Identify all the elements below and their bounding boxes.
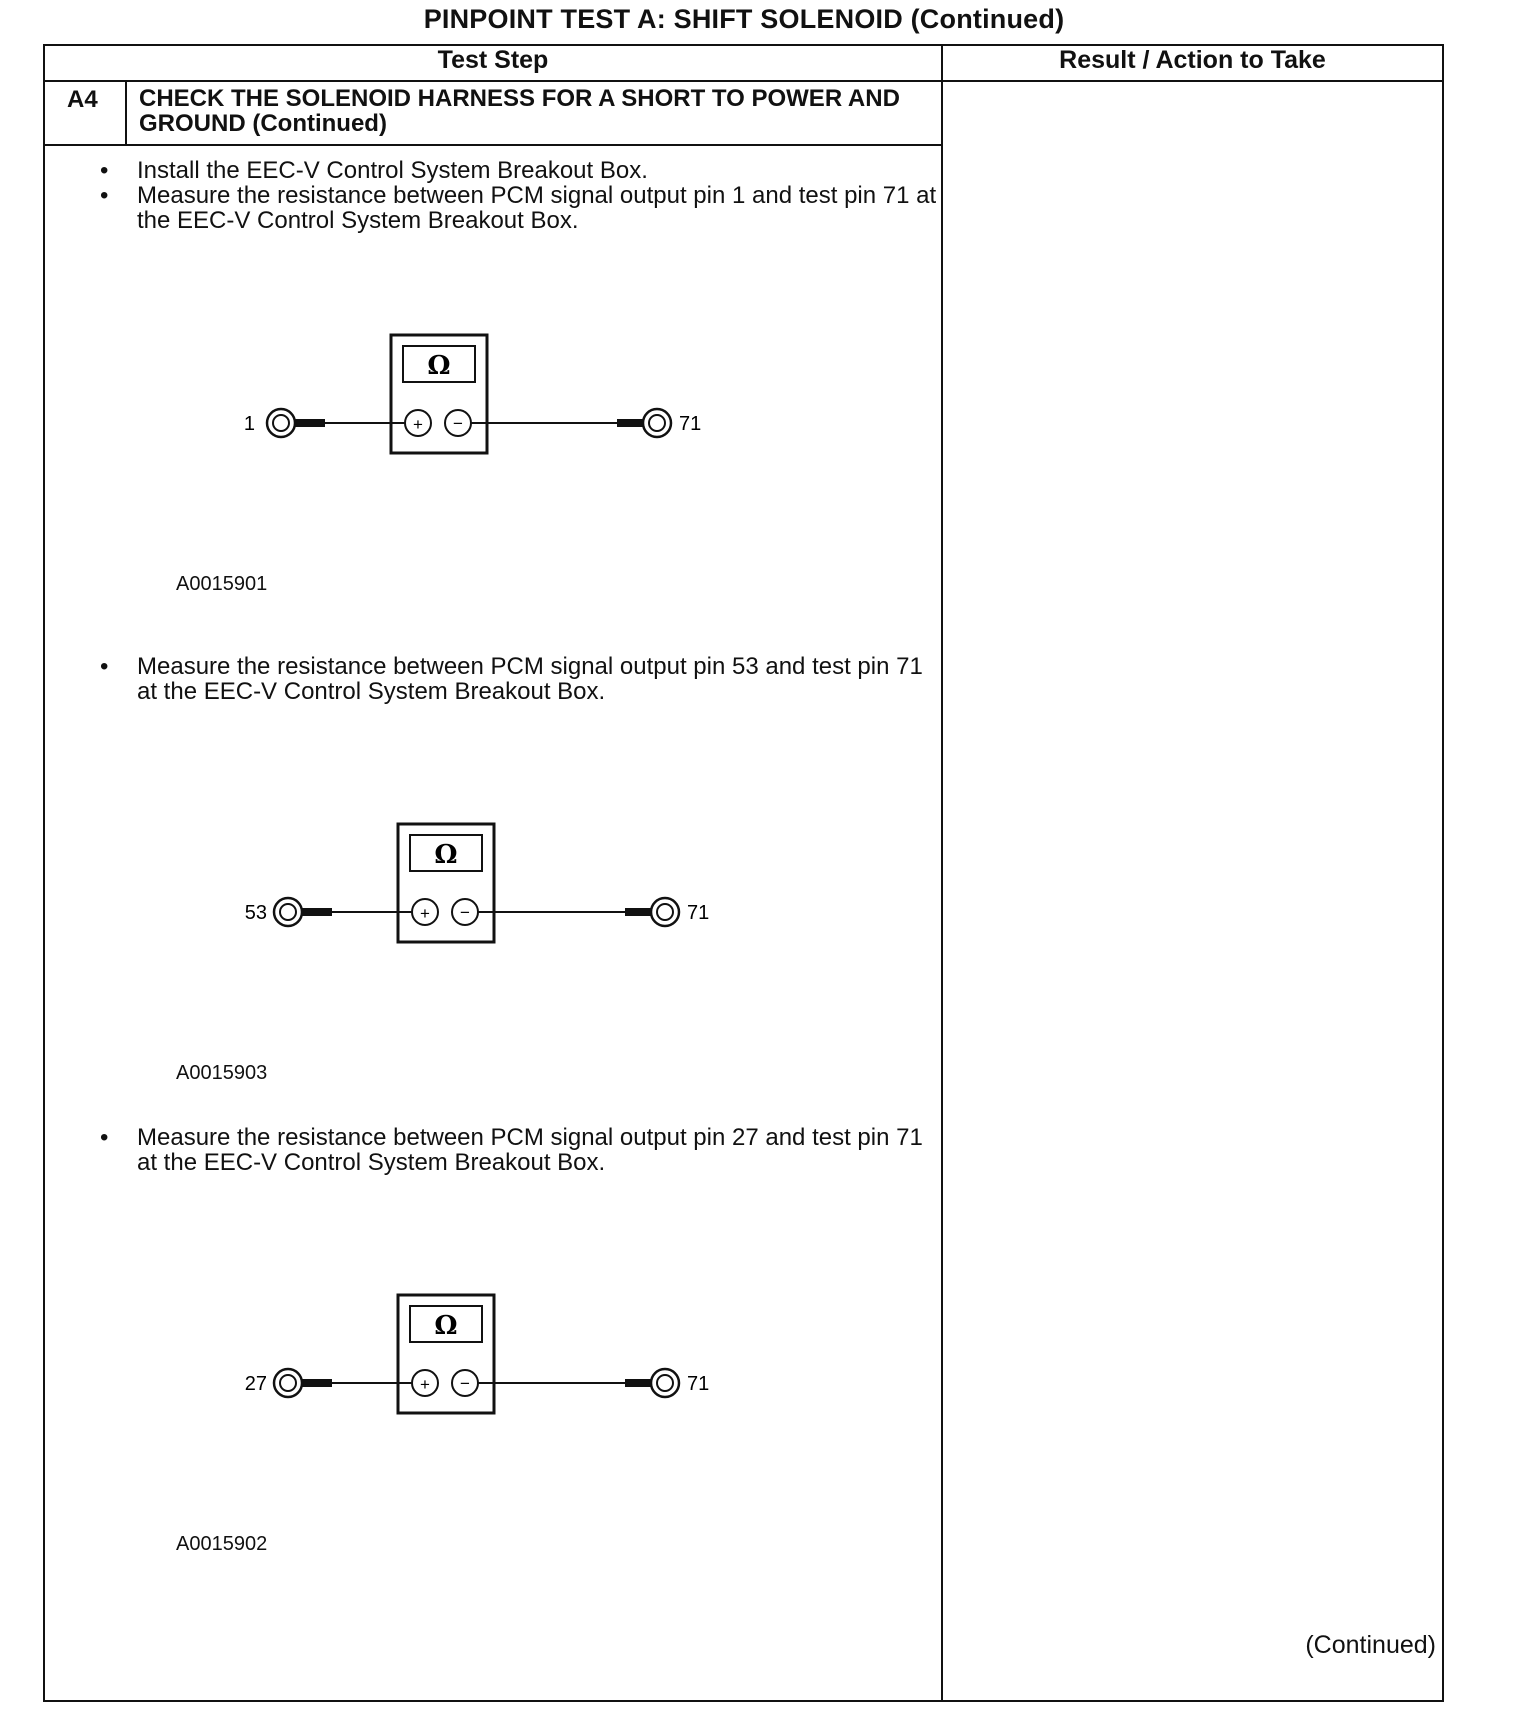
minus-label: − [460,1374,470,1393]
left-pin-label: 27 [244,1373,267,1395]
ohm-symbol: Ω [427,351,451,381]
step-header [45,82,941,146]
measurement-block-2 [45,653,941,1084]
ohmmeter-diagram [45,704,941,1084]
right-pin-label: 71 [687,1373,710,1395]
ohm-symbol: Ω [434,840,458,870]
ohmmeter-diagram-graphic [45,233,943,533]
instruction-item: • Install the EEC-V Control System Breakout Box. [137,158,937,183]
instruction-list [45,1125,937,1175]
measurement-block-3 [45,1124,941,1555]
figure-id: A0015902 [176,1533,268,1555]
minus-label: − [453,414,463,433]
left-pin-jack-inner [273,415,289,431]
minus-label: − [460,903,470,922]
instruction-item: • Measure the resistance between PCM signal output pin 27 and test pin 71 at the EEC-V Control System Breakout Box. [137,1125,937,1175]
result-action-cell [942,81,1443,1701]
header-test-step: Test Step [44,45,942,81]
left-probe [295,419,325,427]
instruction-item: • Measure the resistance between PCM signal output pin 53 and test pin 71 at the EEC-V Control System Breakout Box. [137,654,937,704]
left-pin-label: 1 [243,413,255,435]
step-id: A4 [45,82,127,144]
left-pin-label: 53 [244,902,267,924]
step-body [45,146,941,1700]
right-pin-label: 71 [679,413,702,435]
header-result-action: Result / Action to Take [942,45,1443,81]
plus-label: + [420,904,430,923]
right-probe [617,419,643,427]
step-title: CHECK THE SOLENOID HARNESS FOR A SHORT TO POWER AND GROUND (Continued) [139,85,900,137]
measurement-block-1 [45,157,941,595]
ohmmeter-diagram [45,233,941,595]
page-title: PINPOINT TEST A: SHIFT SOLENOID (Continued) [423,4,1065,34]
plus-label: + [420,1375,430,1394]
right-pin-label: 71 [687,902,710,924]
right-pin-jack-inner [649,415,665,431]
plus-label: + [413,415,423,434]
ohmmeter-diagram-graphic [45,704,943,1004]
ohmmeter-diagram-graphic [45,1175,943,1475]
ohmmeter-diagram [45,1175,941,1555]
instruction-list [45,158,937,233]
figure-id: A0015901 [176,573,268,595]
test-step-cell [44,81,942,1701]
instruction-list [45,654,937,704]
left-pin-jack [267,409,295,437]
right-pin-jack [643,409,671,437]
figure-id: A0015903 [176,1062,268,1084]
instruction-item: • Measure the resistance between PCM signal output pin 1 and test pin 71 at the EEC-V Control System Breakout Box. [137,183,937,233]
pinpoint-test-table [43,44,1444,1702]
ohm-symbol: Ω [434,1311,458,1341]
continued-label: (Continued) [1305,1631,1436,1659]
